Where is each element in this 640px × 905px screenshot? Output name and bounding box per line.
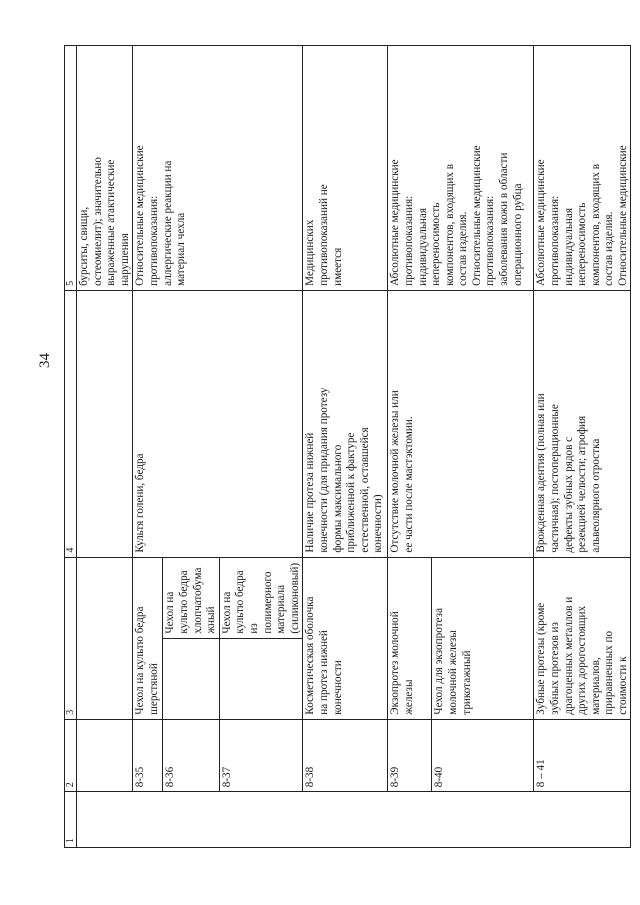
text-line: железы: [402, 679, 415, 715]
col1-cell: [77, 792, 631, 848]
table-row: [133, 46, 163, 848]
text-line: материала: [275, 584, 288, 634]
header-col-3: 3: [65, 557, 77, 719]
text-line: конечности): [372, 494, 385, 553]
rotated-table-container: [64, 45, 629, 848]
medical-products-table: [64, 45, 631, 848]
indication-cell: [388, 290, 534, 557]
text-line: трикотажный: [460, 650, 473, 715]
code-cell: 8-37: [219, 719, 303, 792]
text-line: дефекты зубных рядов с: [562, 436, 575, 553]
text-line: стоимости к: [616, 656, 629, 715]
product-cell: [534, 557, 631, 719]
code-cell: 8-38: [303, 719, 388, 792]
text-line: Косметическая оболочка: [304, 596, 317, 715]
table-row: [388, 46, 432, 848]
text-line: состав изделия.: [457, 211, 470, 286]
header-col-2: 2: [65, 719, 77, 792]
product-cell: [303, 557, 388, 719]
code-cell: 8-35: [133, 719, 163, 792]
text-line: резекцией челюсти; атрофия: [576, 415, 589, 553]
text-line: компонентов, входящих в: [443, 163, 456, 286]
text-line: молочной железы: [446, 630, 459, 715]
text-line: Отсутствие молочной железы или: [389, 390, 402, 553]
text-line: аллергические реакции на: [161, 160, 174, 286]
text-line: выраженные атактические: [105, 159, 118, 286]
text-line: Относительные медицинские: [616, 145, 629, 286]
text-line: естественной, оставшейся: [358, 427, 371, 553]
text-line: компонентов, входящих в: [589, 163, 602, 286]
text-line: зубных протезов из: [548, 622, 561, 715]
text-line: непереносимость: [576, 202, 589, 286]
table-header-row: [65, 46, 77, 848]
code-cell: [77, 719, 133, 792]
text-line: противопоказания:: [484, 195, 497, 286]
text-line: альвеолярного отростка: [589, 438, 602, 553]
indication-cell: [133, 290, 303, 557]
text-line: непереносимость: [430, 202, 443, 286]
blank-subcell: [163, 638, 219, 719]
text-line: Чехол для экзопротеза: [433, 607, 446, 715]
page-number: 34: [37, 353, 53, 368]
text-line: Медицинских: [304, 219, 317, 286]
text-line: остеомиелит); значительно: [91, 157, 104, 286]
text-line: индивидуальная: [416, 207, 429, 286]
text-line: Экзопротез молочной: [389, 611, 402, 715]
text-line: бурситы, свищи,: [78, 206, 90, 286]
text-line: противопоказаний не: [317, 184, 330, 286]
indication-cell: [534, 290, 631, 557]
text-line: противопоказания:: [402, 195, 415, 286]
text-line: из полимерного: [247, 571, 274, 634]
header-col-4: 4: [65, 290, 77, 557]
text-line: противопоказания:: [548, 195, 561, 286]
contra-cell: [303, 46, 388, 291]
text-line: Относительные медицинские: [470, 145, 483, 286]
text-line: Культя голени, бедра: [134, 453, 147, 553]
indication-cell: [303, 290, 388, 557]
text-line: хлопчатобумажный: [191, 567, 218, 634]
blank-subcell: [219, 638, 303, 719]
product-cell: [133, 557, 163, 719]
text-line: имеется: [331, 247, 344, 286]
code-cell: 8 – 41: [534, 719, 631, 792]
text-line: Наличие протеза нижней: [304, 432, 317, 553]
code-cell: 8-40: [432, 719, 534, 792]
text-line: (силиконовый): [288, 562, 301, 634]
text-line: заболевания кожи в области: [498, 152, 511, 286]
text-line: драгоценных металлов и: [562, 596, 575, 715]
text-line: Абсолютные медицинские: [389, 159, 402, 286]
text-line: шерстяной: [147, 663, 160, 715]
text-line: Чехол на культю бедра: [164, 570, 190, 634]
text-line: на протез нижней: [317, 630, 330, 715]
product-cell: [77, 557, 133, 719]
text-line: состав изделия.: [603, 211, 616, 286]
text-line: приравненных по: [603, 630, 616, 715]
text-line: Абсолютные медицинские: [535, 159, 548, 286]
contra-cell: [77, 46, 133, 291]
text-line: Врожденная адентия (полная или: [535, 393, 548, 553]
product-cell: [388, 557, 432, 719]
text-line: индивидуальная: [562, 207, 575, 286]
contra-cell: [534, 46, 631, 291]
table-row: [534, 46, 631, 848]
text-line: нарушения: [118, 233, 131, 286]
header-col-1: 1: [65, 792, 77, 848]
text-line: приближенной к фактуре: [345, 432, 358, 553]
text-line: ее части после мастэктомии.: [402, 416, 415, 553]
product-cell: [432, 557, 534, 719]
text-line: операционного рубца: [511, 183, 524, 286]
text-line: Относительные медицинские: [134, 145, 147, 286]
text-line: материалов,: [589, 657, 602, 715]
text-line: материал чехла: [175, 212, 188, 286]
text-line: противопоказания:: [147, 195, 160, 286]
code-cell: 8-39: [388, 719, 432, 792]
header-col-5: 5: [65, 46, 77, 291]
text-line: частичная); постоперационные: [548, 404, 561, 553]
text-line: других дорогостоящих: [576, 605, 589, 715]
text-line: конечности (для придания протезу: [317, 387, 330, 553]
text-line: конечности: [331, 660, 344, 715]
text-line: формы максимального: [331, 444, 344, 553]
text-line: Чехол на культю бедра: [220, 570, 247, 634]
contra-cell: [133, 46, 303, 291]
table-row: [77, 46, 133, 848]
contra-cell: [388, 46, 534, 291]
product-cell: [163, 557, 219, 638]
text-line: Чехол на культю бедра: [134, 606, 147, 715]
indication-cell: [77, 290, 133, 557]
text-line: Зубные протезы (кроме: [535, 602, 548, 715]
code-cell: 8-36: [163, 719, 219, 792]
product-cell: [219, 557, 303, 638]
table-row: [303, 46, 388, 848]
